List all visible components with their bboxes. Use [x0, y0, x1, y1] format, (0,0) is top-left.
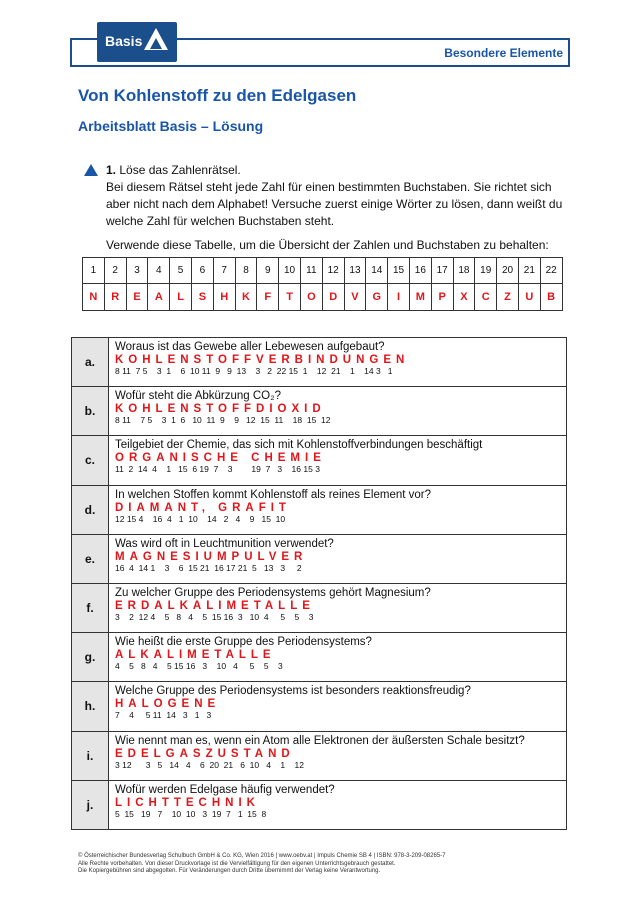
question-body [109, 338, 567, 387]
code-number-cell: 21 [518, 258, 540, 284]
question-text: Teilgebiet der Chemie, das sich mit Kohlenstoffverbindungen beschäftigt [115, 439, 483, 452]
answer-numbers: 8 11 7 5 3 1 6 10 11 9 9 13 3 2 22 15 1 12 21 1 14 3 1 [115, 366, 393, 376]
code-letter-cell: Z [497, 284, 519, 311]
header-frame-top-left [70, 38, 97, 40]
page-subtitle: Arbeitsblatt Basis – Lösung [78, 118, 264, 134]
logo-triangle-inner-icon [150, 38, 162, 49]
answer-text: KOHLENSTOFFVERBINDUNGEN [115, 354, 410, 366]
answer-numbers: 3 12 3 5 14 4 6 20 21 6 10 4 1 12 [115, 759, 305, 770]
question-row [72, 583, 567, 632]
answer-text: HALOGENE [115, 698, 221, 711]
question-label: g. [72, 633, 109, 682]
answer-text: ALKALIMETALLE [115, 649, 276, 662]
question-body [109, 534, 567, 583]
answer-numbers: 3 2 12 4 5 8 4 5 15 16 3 10 4 5 5 3 [115, 611, 314, 622]
code-letter-cell: P [431, 284, 453, 311]
question-label: f. [72, 583, 109, 632]
answer-text: LICHTTECHNIK [115, 796, 260, 809]
header-frame-bottom [70, 65, 570, 67]
answer-text: ERDALKALIMETALLE [115, 599, 315, 612]
code-number-cell: 4 [148, 258, 170, 284]
code-number-cell: 15 [388, 258, 410, 284]
question-body [109, 436, 567, 485]
question-row [72, 731, 567, 780]
code-number-cell: 3 [126, 258, 148, 284]
answer-text: MAGNESIUMPULVER [115, 550, 308, 563]
logo-text: Basis [105, 33, 143, 49]
code-number-cell: 16 [409, 258, 431, 284]
question-label: e. [72, 534, 109, 583]
header-frame-left [70, 38, 72, 65]
answer-numbers: 8 11 7 5 3 1 6 10 11 9 9 12 15 11 18 15 12 [115, 415, 331, 426]
answer-numbers: 12 15 4 16 4 1 10 14 2 4 9 15 10 [115, 513, 286, 524]
code-number-cell: 10 [279, 258, 301, 284]
footer-line-1: © Österreichischer Bundesverlag Schulbuch GmbH & Co. KG, Wien 2016 | www.oebv.at | Impuls Chemie SB 4 | ISBN: 978-3-209-08265-7 [78, 853, 446, 859]
code-letter-cell: K [235, 284, 257, 311]
code-letter-cell: R [104, 284, 126, 311]
question-text: Wofür steht die Abkürzung CO₂? [115, 390, 281, 403]
code-letter-cell: S [191, 284, 213, 311]
question-body [109, 731, 567, 780]
question-text: Wie nennt man es, wenn ein Atom alle Elektronen der äußersten Schale besitzt? [115, 734, 525, 747]
question-body [109, 387, 567, 436]
task-number: 1. [106, 163, 117, 177]
code-letter-row [83, 284, 563, 311]
code-letter-cell: O [300, 284, 322, 311]
question-text: Wie heißt die erste Gruppe des Periodensystems? [115, 636, 372, 649]
question-row [72, 780, 567, 829]
header-frame-right [568, 38, 570, 65]
code-number-row [83, 258, 563, 284]
code-number-cell: 12 [322, 258, 344, 284]
code-number-cell: 9 [257, 258, 279, 284]
section-label: Besondere Elemente [444, 46, 563, 60]
code-letter-cell: V [344, 284, 366, 311]
footer-line-3: Die Kopiergebühren sind abgegolten. Für Veränderungen durch Dritte übernimmt der Verlag keine Verantwortung. [78, 868, 381, 874]
question-label: a. [72, 338, 109, 387]
question-label: b. [72, 387, 109, 436]
question-body [109, 583, 567, 632]
code-letter-cell: U [518, 284, 540, 311]
question-label: i. [72, 731, 109, 780]
question-label: d. [72, 485, 109, 534]
code-letter-cell: E [126, 284, 148, 311]
page-title: Von Kohlenstoff zu den Edelgasen [78, 86, 357, 105]
basis-logo [97, 22, 177, 62]
code-number-cell: 22 [540, 258, 562, 284]
code-number-cell: 19 [475, 258, 497, 284]
code-letter-cell: B [540, 284, 562, 311]
code-letter-cell: C [475, 284, 497, 311]
code-number-cell: 2 [104, 258, 126, 284]
question-body [109, 682, 567, 731]
answer-text: KOHLENSTOFFDIOXID [115, 403, 326, 416]
code-letter-cell: N [83, 284, 105, 311]
code-letter-cell: M [409, 284, 431, 311]
code-letter-cell: A [148, 284, 170, 311]
footer [78, 853, 446, 876]
question-body [109, 485, 567, 534]
question-row [72, 485, 567, 534]
code-number-cell: 18 [453, 258, 475, 284]
code-letter-cell: L [170, 284, 192, 311]
code-number-cell: 8 [235, 258, 257, 284]
question-row [72, 436, 567, 485]
code-letter-cell: I [388, 284, 410, 311]
difficulty-triangle-icon [84, 164, 98, 176]
answer-numbers: 16 4 14 1 3 6 15 21 16 17 21 5 13 3 2 [115, 562, 302, 573]
code-number-cell: 5 [170, 258, 192, 284]
code-letter-cell: T [279, 284, 301, 311]
question-row [72, 633, 567, 682]
code-number-cell: 6 [191, 258, 213, 284]
code-table [82, 257, 563, 311]
footer-line-2: Alle Rechte vorbehalten. Von dieser Druckvorlage ist die Vervielfältigung für den eigenen Unterrichtsgebrauch gestattet. [78, 860, 396, 867]
question-body [109, 633, 567, 682]
answer-text: DIAMANT, GRAFIT [115, 501, 291, 514]
question-text: Was wird oft in Leuchtmunition verwendet? [115, 537, 334, 550]
code-letter-cell: H [213, 284, 235, 311]
question-row [72, 682, 567, 731]
task-instruction: Löse das Zahlenrätsel. [119, 163, 241, 177]
code-number-cell: 17 [431, 258, 453, 284]
question-body [109, 780, 567, 829]
answer-numbers: 7 4 5 11 14 3 1 3 [115, 710, 212, 721]
question-text: In welchen Stoffen kommt Kohlenstoff als reines Element vor? [115, 488, 431, 501]
question-label: j. [72, 780, 109, 829]
question-label: h. [72, 682, 109, 731]
task-text: Bei diesem Rätsel steht jede Zahl für einen bestimmten Buchstaben. Sie richtet sich aber nicht nach dem Alphabet! Versuche zuerst einige Wörter zu lösen, dann weißt du welche Zahl für welchen Buchstaben steht. [106, 180, 563, 228]
code-letter-cell: D [322, 284, 344, 311]
question-label: c. [72, 436, 109, 485]
code-number-cell: 11 [300, 258, 322, 284]
code-number-cell: 14 [366, 258, 388, 284]
question-text: Wofür werden Edelgase häufig verwendet? [115, 783, 335, 796]
answer-numbers: 4 5 8 4 5 15 16 3 10 4 5 5 3 [115, 661, 283, 672]
answer-numbers: 5 15 19 7 10 10 3 19 7 1 15 8 [115, 808, 267, 819]
task-block [106, 162, 566, 230]
question-text: Woraus ist das Gewebe aller Lebewesen aufgebaut? [115, 341, 385, 353]
question-row [72, 387, 567, 436]
code-number-cell: 1 [83, 258, 105, 284]
code-letter-cell: G [366, 284, 388, 311]
table-intro: Verwende diese Tabelle, um die Übersicht der Zahlen und Buchstaben zu behalten: [106, 238, 549, 252]
code-number-cell: 13 [344, 258, 366, 284]
question-row [72, 534, 567, 583]
questions-table [71, 337, 567, 830]
code-letter-cell: F [257, 284, 279, 311]
header-frame-top-right [177, 38, 570, 40]
answer-text: ORGANISCHE CHEMIE [115, 452, 326, 465]
code-number-cell: 20 [497, 258, 519, 284]
question-text: Zu welcher Gruppe des Periodensystems gehört Magnesium? [115, 586, 431, 599]
question-row [72, 338, 567, 387]
question-text: Welche Gruppe des Periodensystems ist besonders reaktionsfreudig? [115, 685, 471, 698]
code-number-cell: 7 [213, 258, 235, 284]
code-letter-cell: X [453, 284, 475, 311]
answer-text: EDELGASZUSTAND [115, 747, 295, 760]
answer-numbers: 11 2 14 4 1 15 6 19 7 3 19 7 3 16 15 3 [115, 464, 320, 475]
